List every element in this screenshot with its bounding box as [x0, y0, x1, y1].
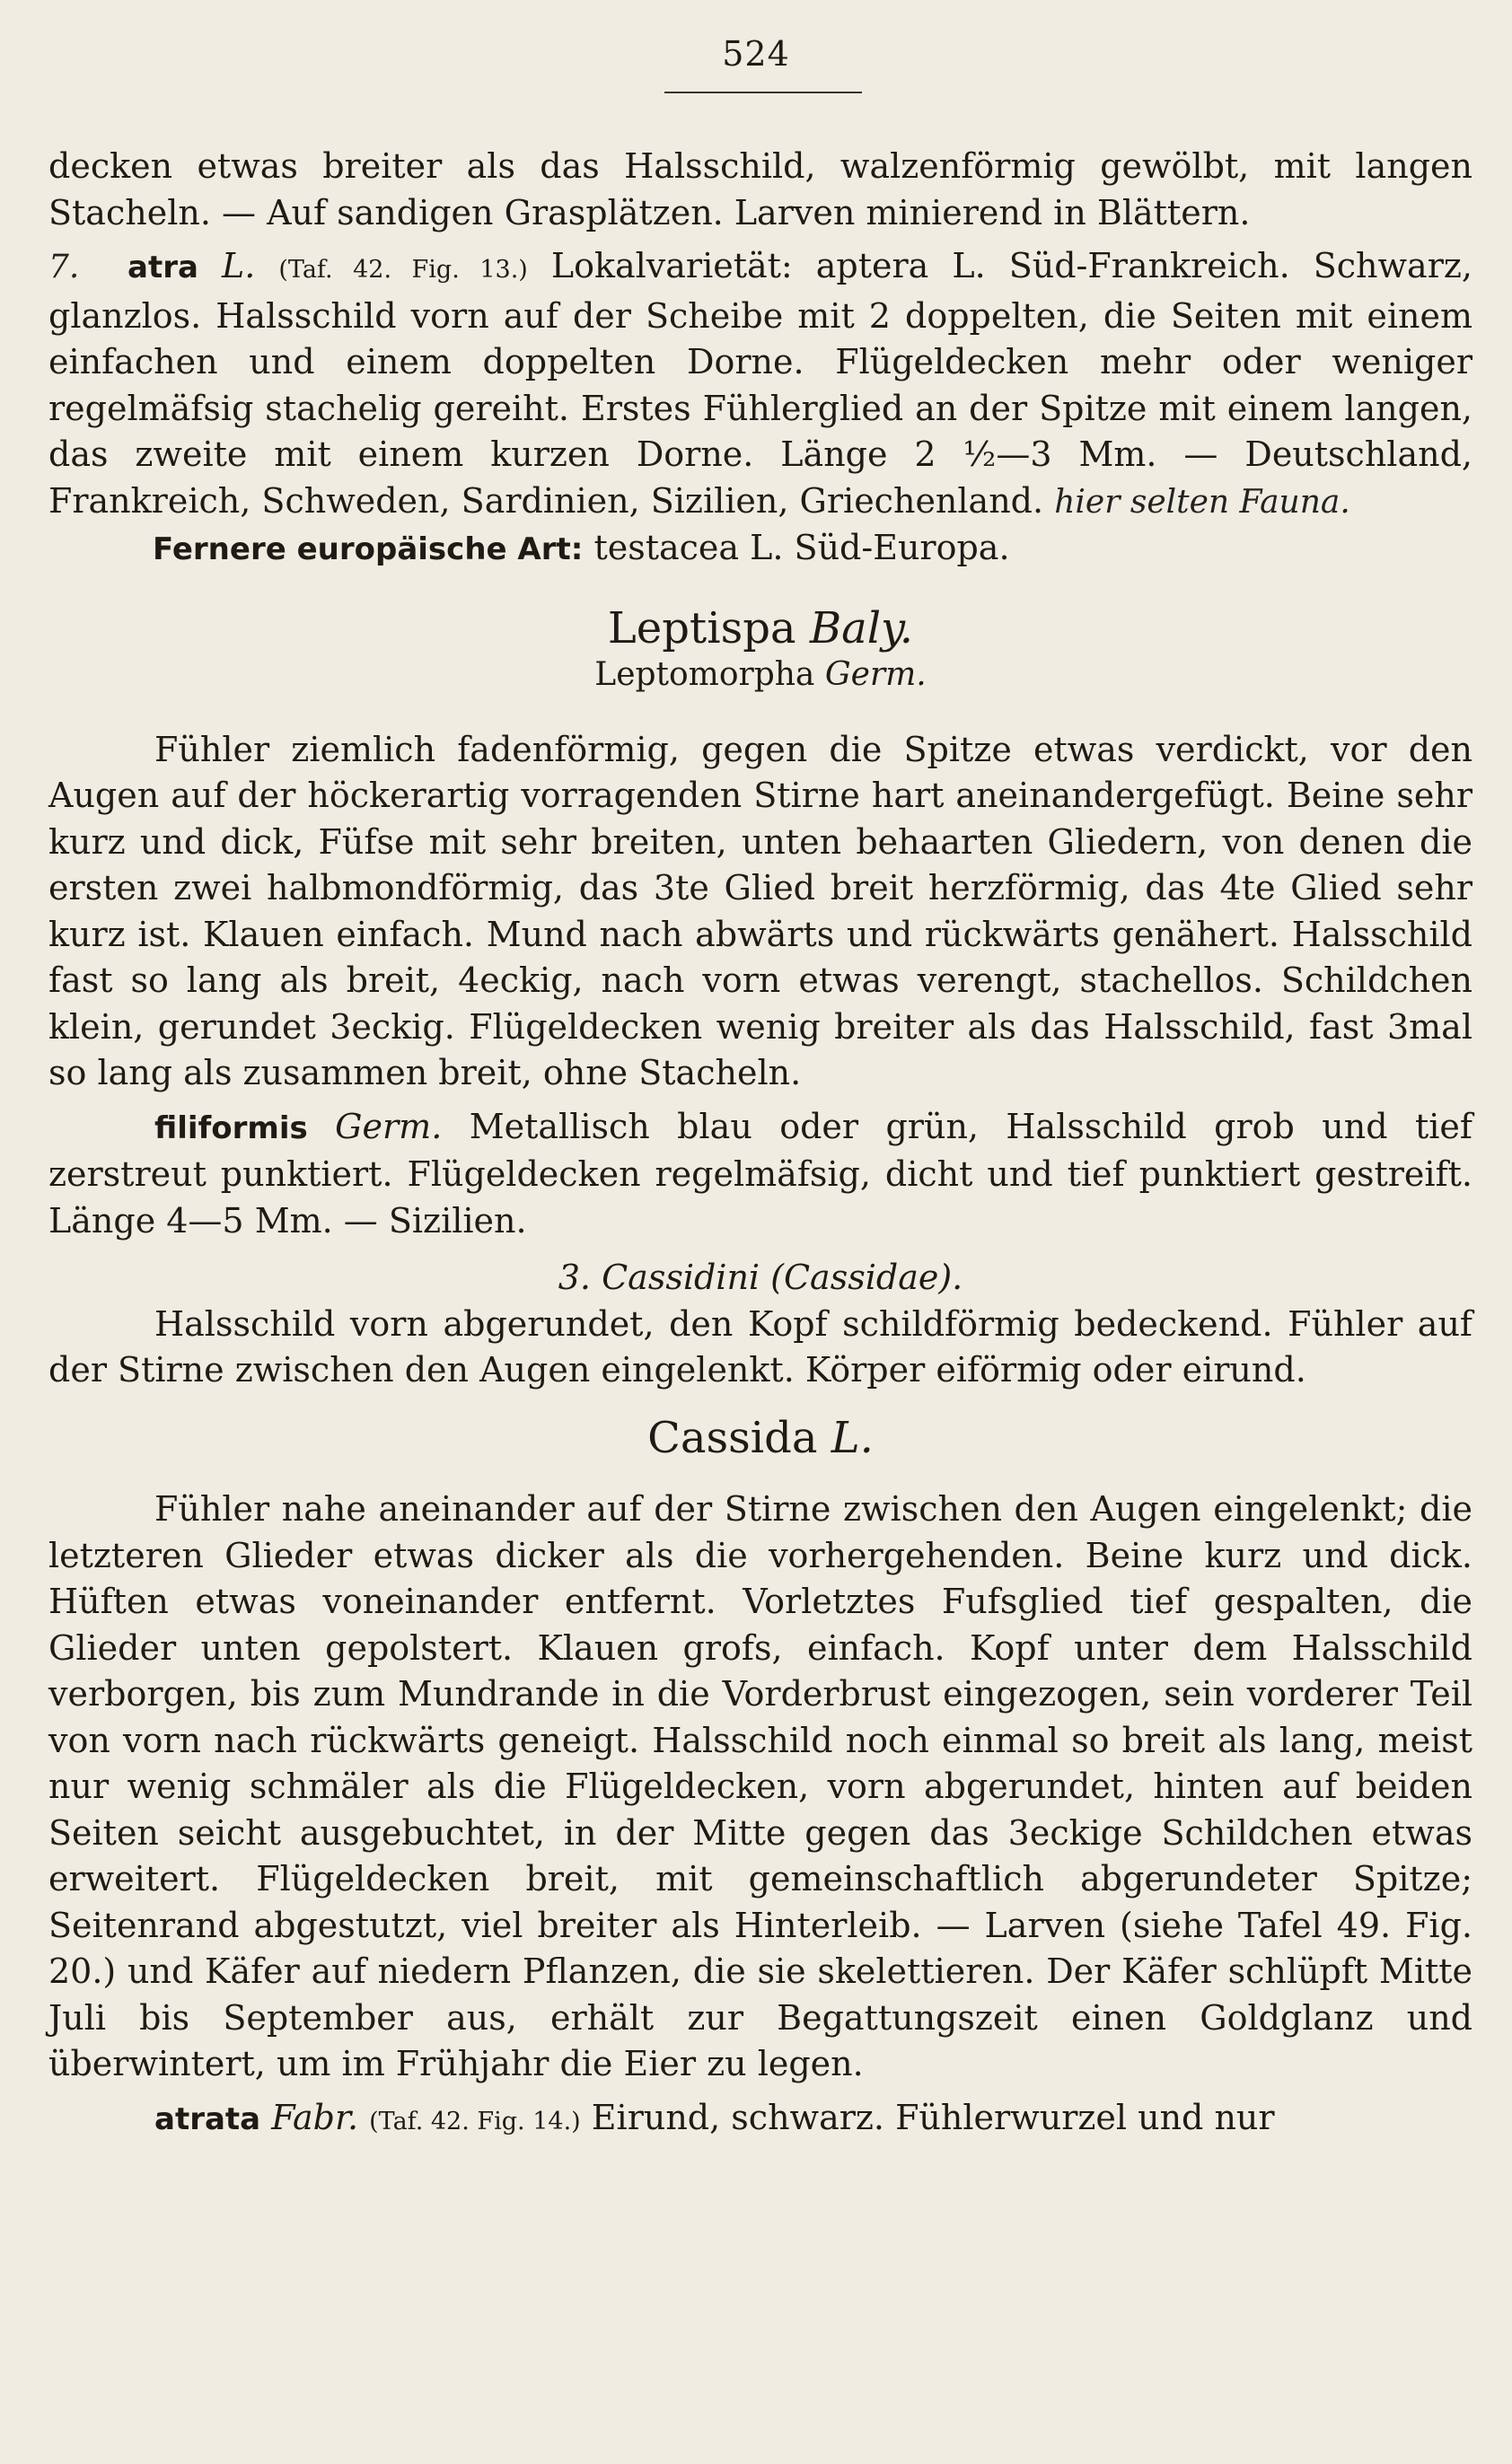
- species-filiformis: [48, 1104, 1472, 1245]
- genus-name: Leptispa: [607, 602, 796, 653]
- handwritten-number: 7.: [48, 249, 80, 285]
- species-name: filiformis: [154, 1109, 308, 1146]
- genus-description-cassida: Fühler nahe aneinander auf der Stirne zwischen den Augen eingelenkt; die letzteren Glieder etwas dicker als die vorhergehenden. Beine kurz und dick. Hüften etwas voneinander entfernt. Vorletztes Fufsglied tief gespalten, die Glieder unten gepolstert. Klauen grofs, einfach. Kopf unter dem Halsschild verborgen, bis zum Mundrande in die Vorderbrust eingezogen, sein vorderer Teil von vorn nach rückwärts geneigt. Halsschild noch einmal so breit als lang, meist nur wenig schmäler als die Flügeldecken, vorn abgerundet, hinten auf beiden Seiten seicht ausgebuchtet, in der Mitte gegen das 3eckige Schildchen etwas erweitert. Flügeldecken breit, mit gemeinschaftlich abgerundeter Spitze; Seitenrand abgestutzt, viel breiter als Hinterleib. — Larven (siehe Tafel 49. Fig. 20.) und Käfer auf niedern Pflanzen, die sie skelettieren. Der Käfer schlüpft Mitte Juli bis September aus, erhält zur Begattungszeit einen Goldglanz und überwintert, um im Frühjahr die Eier zu legen.: [48, 1489, 1472, 2083]
- species-name: atrata: [154, 2100, 261, 2137]
- genus-description-leptispa: Fühler ziemlich fadenförmig, gegen die Spitze etwas verdickt, vor den Augen auf der höckerartig vorragenden Stirne hart aneinandergefügt. Beine sehr kurz und dick, Füfse mit sehr breiten, unten behaarten Gliedern, von denen die ersten zwei halbmondförmig, das 3te Glied breit herzförmig, das 4te Glied sehr kurz ist. Klauen einfach. Mund nach abwärts und rückwärts genähert. Halsschild fast so lang als breit, 4eckig, nach vorn etwas verengt, stachellos. Schildchen klein, gerundet 3eckig. Flügeldecken wenig breiter als das Halsschild, fast 3mal so lang als zusammen breit, ohne Stacheln.: [48, 729, 1472, 1092]
- further-text: testacea L. Süd-Europa.: [593, 528, 1010, 567]
- genus-heading-leptispa: [48, 602, 1472, 653]
- synonym-name: Leptomorpha: [594, 656, 815, 693]
- genus-author: L.: [831, 1412, 874, 1463]
- species-author: Germ.: [335, 1106, 443, 1146]
- genus-heading-cassida: [48, 1412, 1472, 1463]
- tribe-heading-cassidini: 3. Cassidini (Cassidae).: [558, 1258, 963, 1297]
- species-atra: [48, 243, 1472, 525]
- species-atrata: [48, 2095, 1472, 2145]
- genus-author: Baly.: [809, 602, 914, 653]
- species-description: Metallisch blau oder grün, Halsschild grob und tief zerstreut punktiert. Flügeldecken regelmäfsig, dicht und tief punktiert gestreift. Länge 4—5 Mm. — Sizilien.: [48, 1106, 1472, 1241]
- synonym-author: Germ.: [824, 656, 927, 693]
- page-number: 524: [722, 34, 790, 74]
- text-column: [48, 144, 1472, 2144]
- further-species: [48, 525, 1472, 574]
- header-rule: [664, 92, 862, 93]
- handwritten-note: hier selten Fauna.: [1054, 483, 1350, 521]
- species-author: Fabr.: [271, 2097, 359, 2137]
- genus-name: Cassida: [647, 1412, 818, 1463]
- plate-reference: (Taf. 42. Fig. 14.): [369, 2107, 581, 2135]
- species-description: Eirund, schwarz. Fühlerwurzel und nur: [591, 2097, 1275, 2137]
- tribe-description: Halsschild vorn abgerundet, den Kopf schildförmig bedeckend. Fühler auf der Stirne zwischen den Augen eingelenkt. Körper eiförmig oder eirund.: [48, 1303, 1472, 1390]
- species-description: Lokalvarietät: aptera L. Süd-Frankreich. Schwarz, glanzlos. Halsschild vorn auf der Scheibe mit 2 doppelten, die Seiten mit einem einfachen und einem doppelten Dorne. Flügeldecken mehr oder weniger regelmäfsig stachelig gereiht. Erstes Fühlerglied an der Spitze mit einem langen, das zweite mit einem kurzen Dorne. Länge 2 ½—3 Mm. — Deutschland, Frankreich, Schweden, Sardinien, Sizilien, Griechenland.: [48, 246, 1472, 521]
- further-label: Fernere europäische Art:: [153, 531, 584, 567]
- genus-synonym: [48, 652, 1472, 698]
- species-author: L.: [222, 246, 256, 285]
- paragraph-continuation: decken etwas breiter als das Halsschild, walzenförmig gewölbt, mit langen Stacheln. — Auf sandigen Grasplätzen. Larven minierend in Blättern.: [48, 146, 1472, 232]
- plate-reference: (Taf. 42. Fig. 13.): [278, 256, 528, 284]
- species-name: atra: [127, 250, 198, 285]
